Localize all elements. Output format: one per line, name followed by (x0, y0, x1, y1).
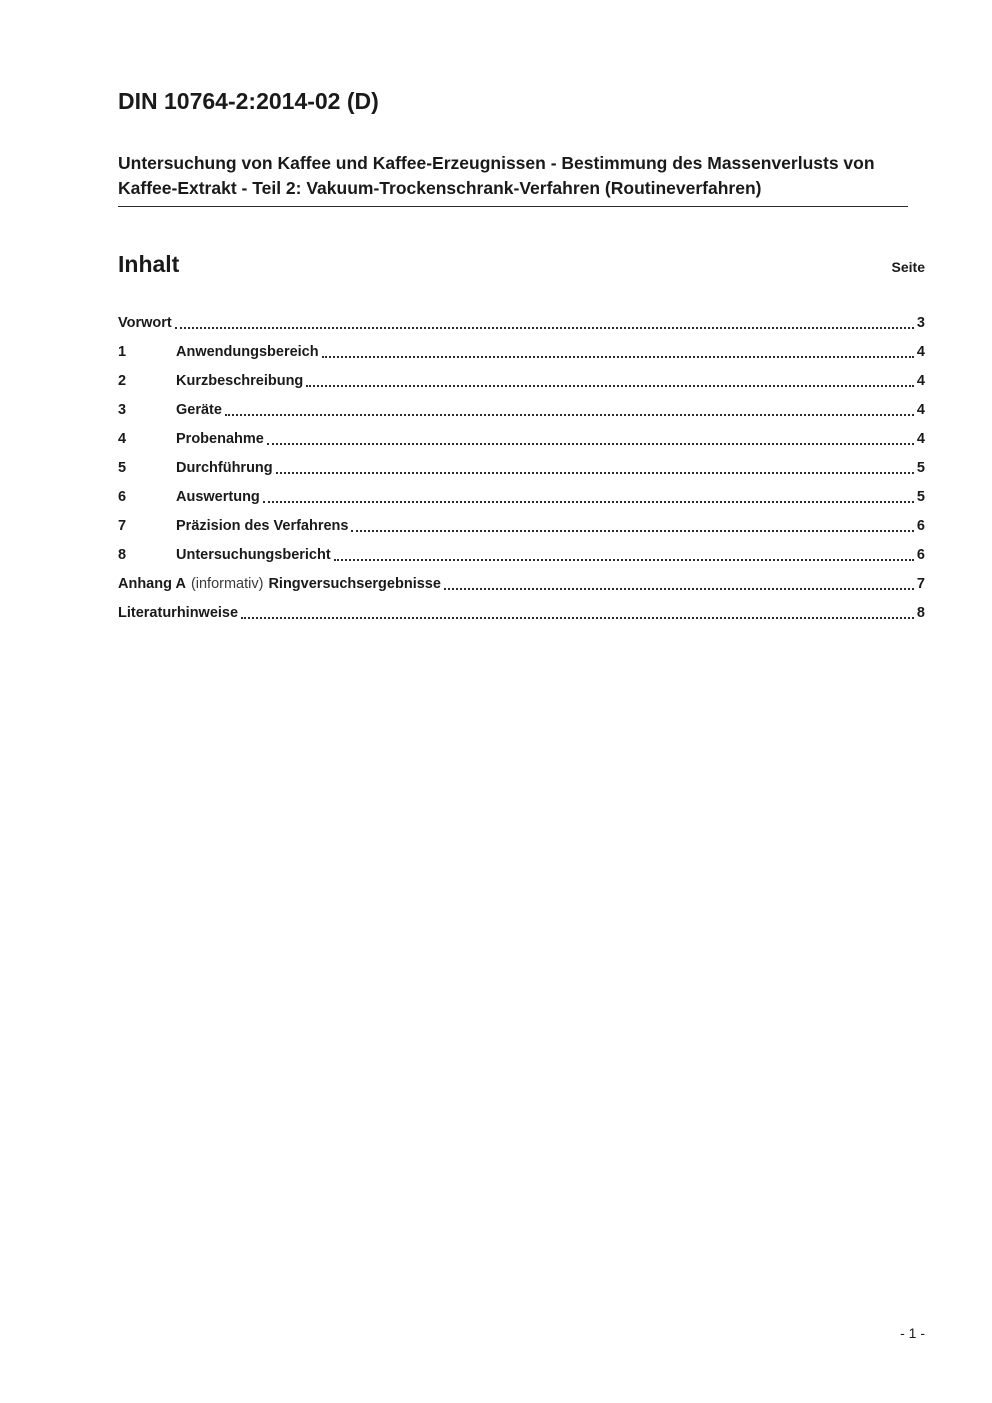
toc-dot-leader (175, 327, 914, 329)
toc-entry-number: 8 (118, 547, 127, 563)
toc-entry-number: 3 (118, 402, 127, 418)
toc-entry-label: Geräte (176, 402, 222, 418)
toc-entry-page: 4 (916, 431, 925, 447)
toc-entry-informativ-label: (informativ) (190, 576, 264, 592)
document-id: DIN 10764-2:2014-02 (D) (118, 88, 379, 114)
toc-entry-number: 1 (118, 344, 127, 360)
toc-dot-leader (351, 530, 913, 532)
toc-dot-leader (276, 472, 914, 474)
toc-entry-number: 4 (118, 431, 127, 447)
toc-entry-6 (118, 478, 925, 507)
toc-dot-leader (241, 617, 914, 619)
toc-entry-page: 7 (916, 576, 925, 592)
toc-entry-5 (118, 449, 925, 478)
toc-entry-page: 3 (916, 315, 925, 331)
toc-entry-page: 6 (916, 518, 925, 534)
toc-entry-page: 5 (916, 460, 925, 476)
toc-entry-label: Anhang A (118, 576, 186, 592)
toc-entry-label: Durchführung (176, 460, 273, 476)
toc-list (118, 304, 925, 623)
page-content (118, 0, 925, 623)
toc-dot-leader (267, 443, 914, 445)
toc-page-column-label: Seite (891, 259, 925, 275)
toc-entry-number: 7 (118, 518, 127, 534)
toc-entry-page: 6 (916, 547, 925, 563)
page-number-footer: - 1 - (900, 1325, 925, 1341)
toc-dot-leader (263, 501, 914, 503)
toc-entry-number: 2 (118, 373, 127, 389)
toc-entry-label: Probenahme (176, 431, 264, 447)
toc-entry-label: Anwendungsbereich (176, 344, 319, 360)
toc-entry-7 (118, 507, 925, 536)
toc-dot-leader (334, 559, 914, 561)
toc-entry-label-2: Ringversuchsergebnisse (268, 576, 441, 592)
toc-entry-8 (118, 536, 925, 565)
toc-dot-leader (322, 356, 914, 358)
toc-dot-leader (444, 588, 914, 590)
toc-entry-2 (118, 362, 925, 391)
toc-heading: Inhalt (118, 251, 180, 277)
toc-entry-vorwort (118, 304, 925, 333)
toc-entry-number: 5 (118, 460, 127, 476)
toc-entry-label: Untersuchungsbericht (176, 547, 331, 563)
toc-entry-number: 6 (118, 489, 127, 505)
toc-dot-leader (306, 385, 914, 387)
toc-entry-page: 5 (916, 489, 925, 505)
toc-entry-label: Literaturhinweise (118, 605, 239, 621)
toc-entry-1 (118, 333, 925, 362)
toc-dot-leader (225, 414, 914, 416)
toc-entry-label: Kurzbeschreibung (176, 373, 304, 389)
toc-entry-literaturhinweise (118, 594, 925, 623)
toc-entry-label: Auswertung (176, 489, 260, 505)
toc-entry-3 (118, 391, 925, 420)
toc-entry-4 (118, 420, 925, 449)
toc-entry-page: 4 (916, 373, 925, 389)
toc-entry-label: Vorwort (118, 315, 172, 331)
toc-entry-page: 8 (916, 605, 925, 621)
toc-header (118, 251, 925, 278)
document-title: Untersuchung von Kaffee und Kaffee-Erzeugnissen - Bestimmung des Massenverlusts von Kaffee-Extrakt - Teil 2: Vakuum-Trockenschrank-Verfahren (Routineverfahren) (118, 151, 908, 207)
toc-entry-page: 4 (916, 344, 925, 360)
toc-entry-anhang-a (118, 565, 925, 594)
toc-entry-page: 4 (916, 402, 925, 418)
toc-entry-label: Präzision des Verfahrens (176, 518, 349, 534)
